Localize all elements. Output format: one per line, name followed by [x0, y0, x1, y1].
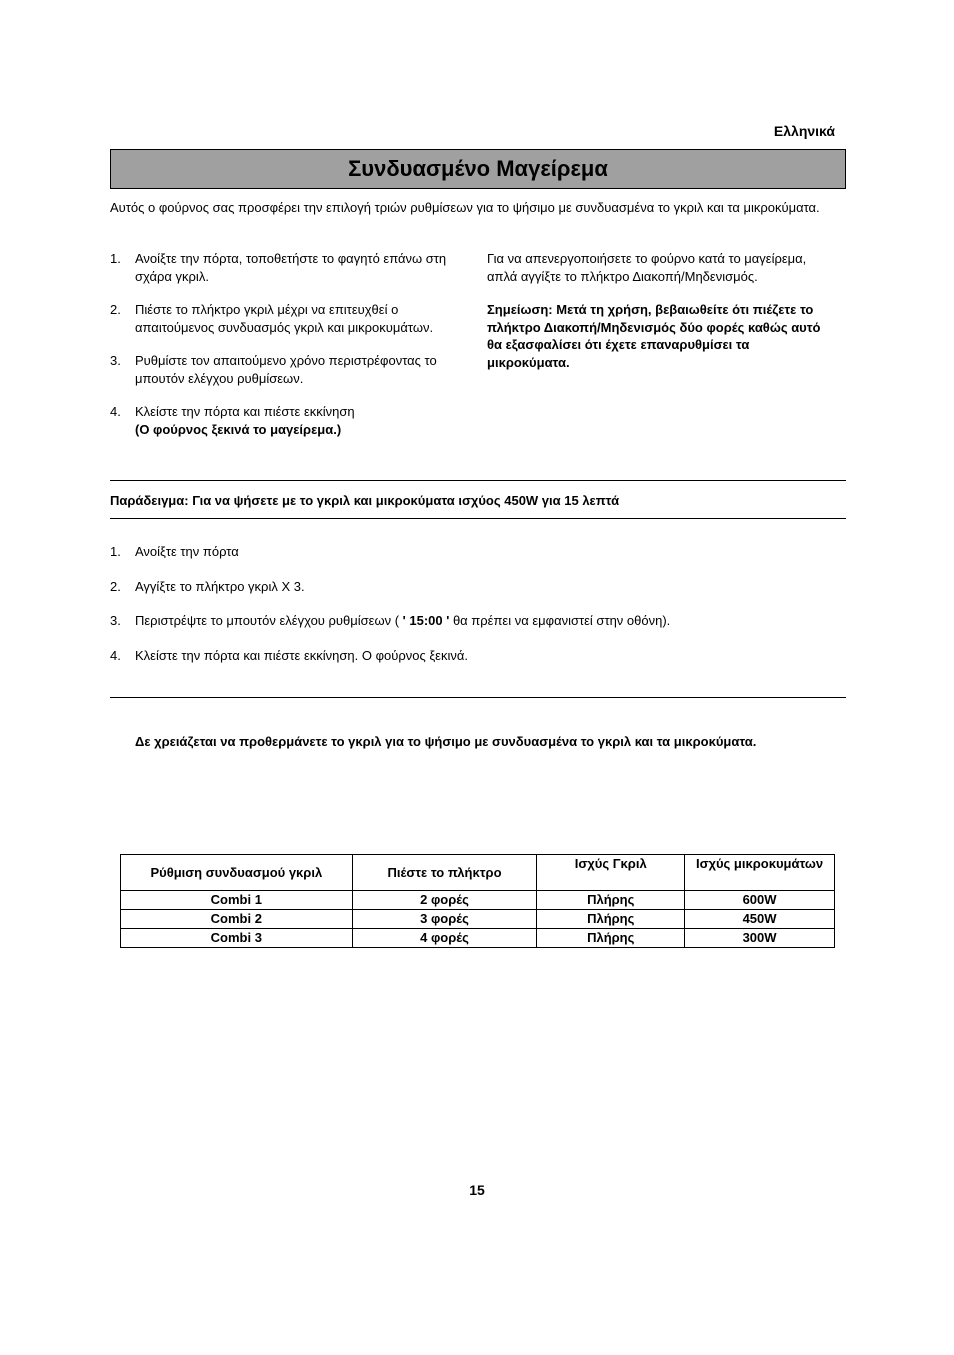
- table-cell: 600W: [685, 891, 835, 910]
- step-bold-text: (Ο φούρνος ξεκινά το μαγείρεμα.): [135, 421, 342, 437]
- table-row: [121, 929, 835, 948]
- list-item: [110, 250, 480, 285]
- divider: [110, 480, 846, 481]
- stop-instruction: Για να απενεργοποιήσετε το φούρνο κατά το μαγείρεμα, απλά αγγίξτε το πλήκτρο Διακοπή/Μηδενισμός.: [487, 251, 807, 284]
- divider: [110, 518, 846, 519]
- combi-settings-table: [120, 854, 835, 948]
- table-cell: 2 φορές: [352, 891, 537, 910]
- list-item: [110, 403, 480, 438]
- step-text: Περιστρέψτε το μπουτόν ελέγχου ρυθμίσεων (: [135, 613, 403, 628]
- display-value: ' 15:00 ': [402, 613, 450, 628]
- intro-paragraph: Αυτός ο φούρνος σας προσφέρει την επιλογή τριών ρυθμίσεων για το ψήσιμο με συνδυασμένα το γκριλ και τα μικροκύματα.: [110, 200, 820, 215]
- column-header: Πιέστε το πλήκτρο: [352, 855, 537, 891]
- page-title: Συνδυασμένο Μαγείρεμα: [348, 156, 608, 181]
- divider: [110, 697, 846, 698]
- list-item: [110, 352, 480, 387]
- step-text: Κλείστε την πόρτα και πιέστε εκκίνηση. Ο φούρνος ξεκινά.: [135, 647, 468, 663]
- table-row: [121, 891, 835, 910]
- table-cell: 3 φορές: [352, 910, 537, 929]
- right-column: [487, 250, 827, 387]
- column-header: Ισχύς Γκριλ: [537, 855, 685, 891]
- example-heading: Παράδειγμα: Για να ψήσετε με το γκριλ και μικροκύματα ισχύος 450W για 15 λεπτά: [110, 493, 620, 508]
- title-bar: [110, 149, 846, 189]
- column-header: Ρύθμιση συνδυασμού γκριλ: [121, 855, 353, 891]
- table-row: [121, 910, 835, 929]
- table-header-row: [121, 855, 835, 891]
- step-text: Πιέστε το πλήκτρο γκριλ μέχρι να επιτευχθεί ο απαιτούμενος συνδυασμός γκριλ και μικροκυμάτων.: [135, 302, 434, 335]
- list-item: [110, 543, 850, 561]
- step-number: 1.: [110, 544, 121, 559]
- table-cell: 300W: [685, 929, 835, 948]
- step-number: 2.: [110, 302, 121, 317]
- list-item: [110, 301, 480, 336]
- list-item: [110, 578, 850, 596]
- table-cell: Combi 2: [121, 910, 353, 929]
- note-text: Σημείωση: Μετά τη χρήση, βεβαιωθείτε ότι πιέζετε το πλήκτρο Διακοπή/Μηδενισμός δύο φορές καθώς αυτό θα εξασφαλίσει ότι έχετε επαναρυθμίσει τα μικροκύματα.: [487, 302, 821, 370]
- table-cell: Πλήρης: [537, 891, 685, 910]
- column-header: Ισχύς μικροκυμάτων: [685, 855, 835, 891]
- preheat-note: Δε χρειάζεται να προθερμάνετε το γκριλ για το ψήσιμο με συνδυασμένα το γκριλ και τα μικροκύματα.: [135, 734, 757, 749]
- step-number: 1.: [110, 251, 121, 266]
- step-text: Ανοίξτε την πόρτα: [135, 544, 239, 559]
- step-number: 4.: [110, 404, 121, 419]
- step-text: Ανοίξτε την πόρτα, τοποθετήστε το φαγητό επάνω στη σχάρα γκριλ.: [135, 251, 447, 284]
- list-item: [110, 612, 850, 630]
- page-number: 15: [469, 1182, 485, 1198]
- step-number: 4.: [110, 647, 121, 663]
- step-text: Αγγίξτε το πλήκτρο γκριλ Χ 3.: [135, 578, 305, 594]
- step-number: 3.: [110, 353, 121, 368]
- step-body: [135, 612, 670, 630]
- table-cell: 450W: [685, 910, 835, 929]
- example-steps: [110, 543, 850, 681]
- table-cell: 4 φορές: [352, 929, 537, 948]
- instruction-list: [110, 250, 480, 454]
- step-text: θα πρέπει να εμφανιστεί στην οθόνη).: [449, 613, 671, 628]
- step-text: Ρυθμίστε τον απαιτούμενο χρόνο περιστρέφοντας το μπουτόν ελέγχου ρυθμίσεων.: [135, 353, 437, 386]
- table-cell: Πλήρης: [537, 929, 685, 948]
- step-number: 3.: [110, 613, 121, 628]
- table-cell: Πλήρης: [537, 910, 685, 929]
- language-label: Ελληνικά: [773, 123, 835, 139]
- table-cell: Combi 3: [121, 929, 353, 948]
- step-body: [135, 403, 355, 438]
- step-text: Κλείστε την πόρτα και πιέστε εκκίνηση: [135, 404, 355, 419]
- table-cell: Combi 1: [121, 891, 353, 910]
- step-number: 2.: [110, 578, 121, 594]
- list-item: [110, 647, 850, 665]
